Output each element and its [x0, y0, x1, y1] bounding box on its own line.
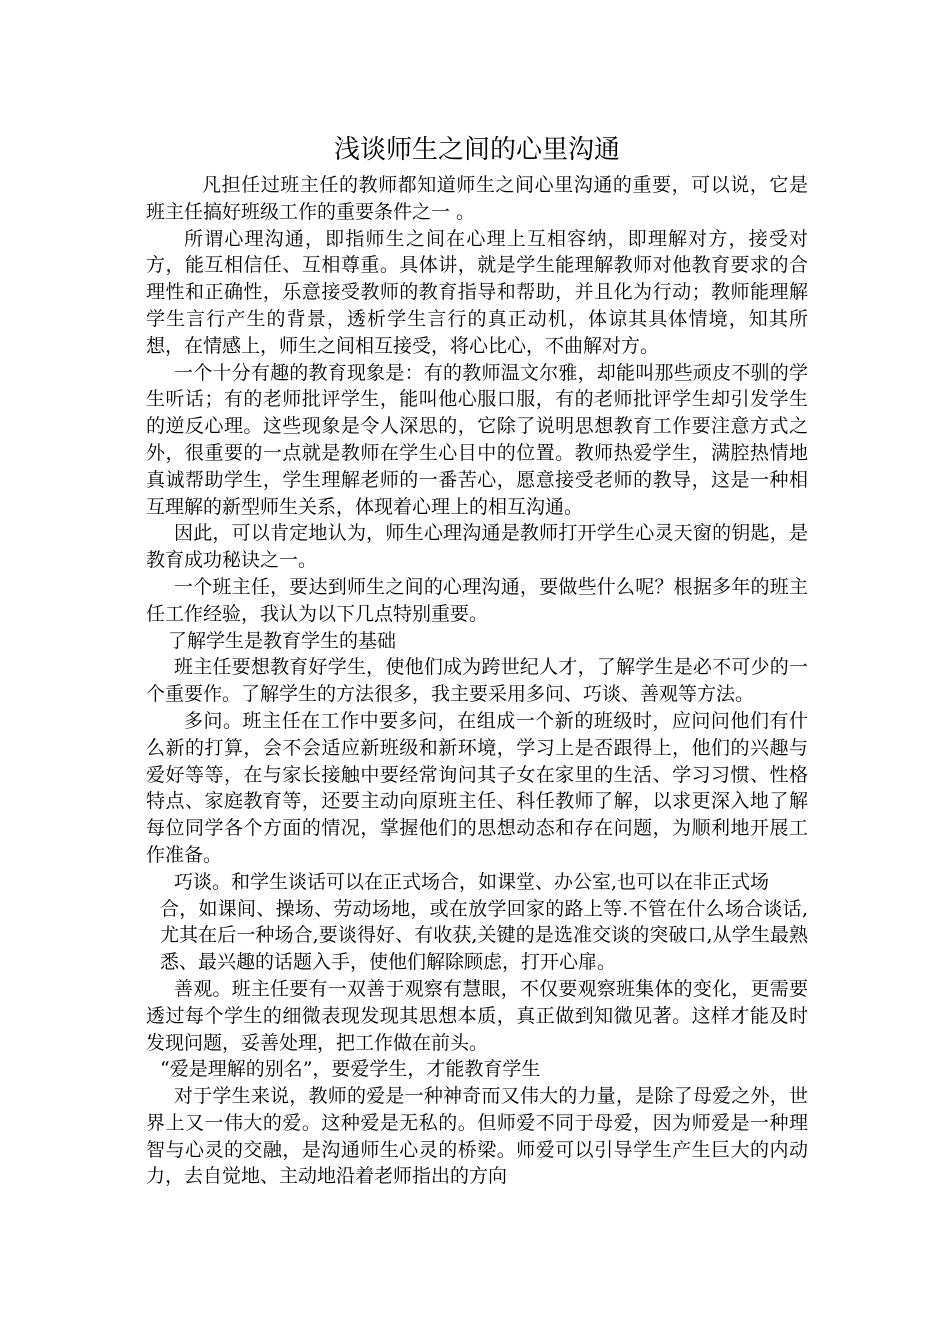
section-heading: “爱是理解的别名”，要爱学生，才能教育学生 — [160, 1058, 541, 1081]
paragraph: 善观。班主任要有一双善于观察有慧眼，不仅要观察班集体的变化，更需要透过每个学生的细微表现发现其思想本质，真正做到知微见著。这样才能及时发现问题，妥善处理，把工作做在前头。 — [146, 977, 808, 1054]
paragraph: 班主任要想教育好学生，使他们成为跨世纪人才，了解学生是必不可少的一个重要作。了解学生的方法很多，我主要采用多问、巧谈、善观等方法。 — [146, 656, 808, 706]
document-title: 浅谈师生之间的心里沟通 — [333, 135, 620, 165]
paragraph: 因此，可以肯定地认为，师生心理沟通是教师打开学生心灵天窗的钥匙，是教育成功秘诀之一。 — [146, 522, 808, 572]
paragraph: 所谓心理沟通，即指师生之间在心理上互相容纳，即理解对方，接受对方，能互相信任、互相尊重。具体讲，就是学生能理解教师对他教育要求的合理性和正确性，乐意接受教师的教育指导和帮助，并且化为行动；教师能理解学生言行产生的背景，透析学生言行的真正动机，体谅其具体情境，知其所想，在情感上，师生之间相互接受，将心比心，不曲解对方。 — [146, 227, 808, 357]
paragraph: 一个班主任，要达到师生之间的心理沟通，要做些什么呢？根据多年的班主任工作经验，我认为以下几点特别重要。 — [146, 575, 808, 625]
paragraph: 多问。班主任在工作中要多问，在组成一个新的班级时，应问问他们有什么新的打算，会不会适应新班级和新环境，学习上是否跟得上，他们的兴趣与爱好等等，在与家长接触中要经常询问其子女在家里的生活、学习习惯、性格特点、家庭教育等，还要主动向原班主任、科任教师了解，以求更深入地了解每位同学各个方面的情况，掌握他们的思想动态和存在问题，为顺利地开展工作准备。 — [146, 709, 808, 866]
section-heading: 了解学生是教育学生的基础 — [168, 629, 397, 652]
paragraph: 凡担任过班主任的教师都知道师生之间心里沟通的重要，可以说，它是班主任搞好班级工作的重要条件之一 。 — [146, 174, 808, 223]
document-page — [146, 128, 808, 1190]
paragraph: 一个十分有趣的教育现象是：有的教师温文尔雅，却能叫那些顽皮不驯的学生听话；有的老师批评学生，能叫他心服口服，有的老师批评学生却引发学生的逆反心理。这些现象是令人深思的，它除了说明思想教育工作要注意方式之外，很重要的一点就是教师在学生心目中的位置。教师热爱学生，满腔热情地真诚帮助学生，学生理解老师的一番苦心，愿意接受老师的教导，这是一种相互理解的新型师生关系，体现着心理上的相互沟通。 — [146, 361, 808, 518]
paragraph: 巧谈。和学生谈话可以在正式场合，如课堂、办公室,也可以在非正式场 — [174, 870, 770, 893]
paragraph: 对于学生来说，教师的爱是一种神奇而又伟大的力量，是除了母爱之外，世界上又一伟大的爱。这种爱是无私的。但师爱不同于母爱，因为师爱是一种理智与心灵的交融，是沟通师生心灵的桥梁。师爱可以引导学生产生巨大的内动力，去自觉地、主动地沿着老师指出的方向 — [146, 1085, 808, 1188]
paragraph: 合，如课间、操场、劳动场地，或在放学回家的路上等.不管在什么场合谈话,尤其在后一种场合,要谈得好、有收获,关键的是选准交谈的突破口,从学生最熟悉、最兴趣的话题入手，使他们解除顾虑，打开心扉。 — [160, 897, 808, 974]
